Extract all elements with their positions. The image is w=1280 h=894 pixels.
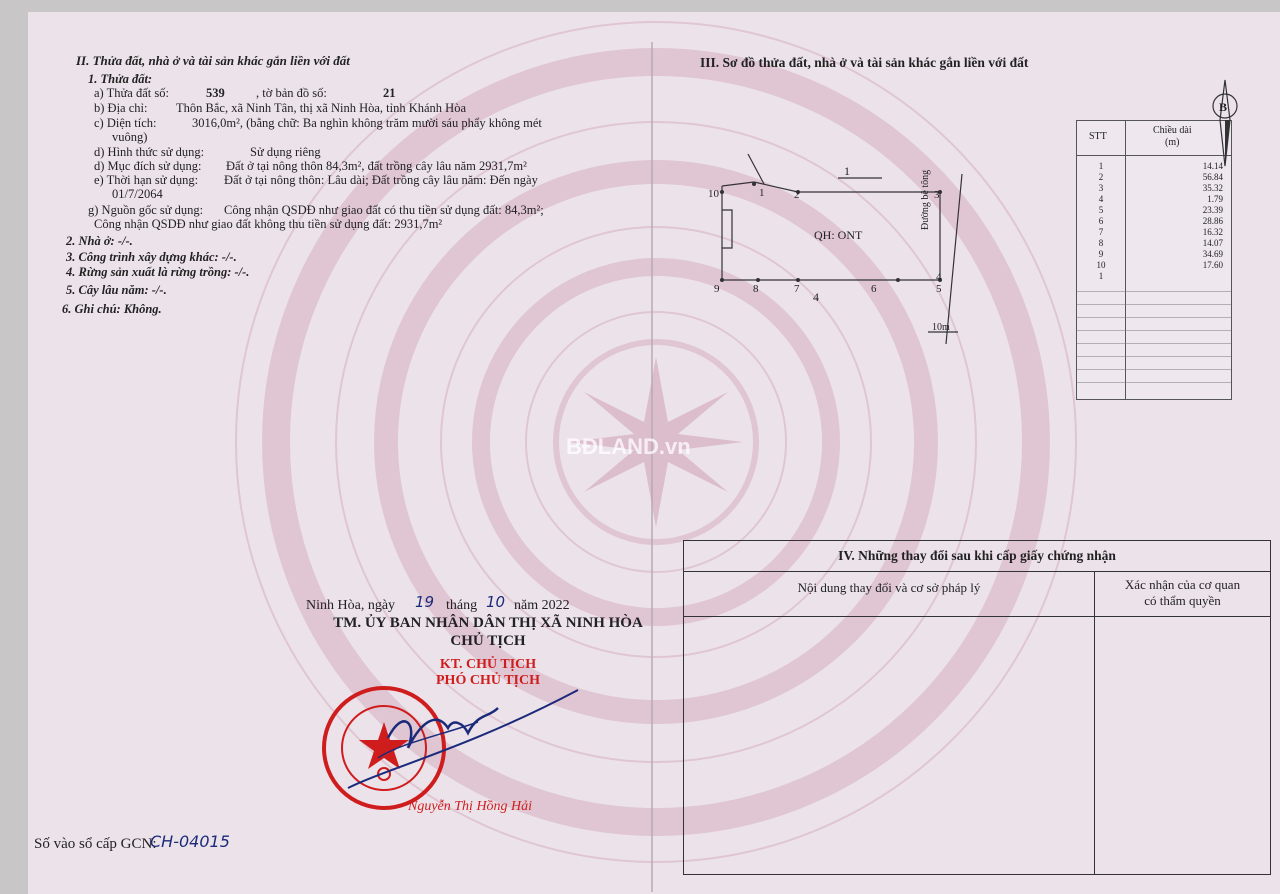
row-length: 1.79 — [1207, 194, 1223, 204]
year-label: năm 2022 — [514, 598, 570, 613]
changes-table — [683, 540, 1271, 875]
table-rule — [1077, 304, 1231, 305]
vertex-label: 1 — [759, 187, 765, 199]
row-index: 8 — [1098, 238, 1104, 248]
changes-title: IV. Những thay đổi sau khi cấp giấy chứng nhận — [684, 541, 1270, 572]
term-value: Đất ở tại nông thôn: Lâu dài; Đất trồng cây lâu năm: Đến ngày — [224, 173, 538, 187]
table-rule — [1077, 330, 1231, 331]
table-rule — [1077, 291, 1231, 292]
land-certificate — [28, 12, 1280, 894]
table-rule — [1077, 317, 1231, 318]
note-line: 6. Ghi chú: Không. — [62, 302, 162, 316]
purpose-label: d) Mục đích sử dụng: — [94, 159, 202, 173]
row-length: 14.14 — [1202, 161, 1223, 171]
row-index: 7 — [1098, 227, 1104, 237]
area-value-cont: vuông) — [112, 130, 148, 144]
row-index: 9 — [1098, 249, 1104, 259]
watermark: BĐLAND.vn — [566, 434, 691, 459]
chairman-title: CHỦ TỊCH — [450, 633, 526, 649]
address-value: Thôn Bắc, xã Ninh Tân, thị xã Ninh Hòa, tỉnh Khánh Hòa — [176, 101, 466, 115]
vertex-label: 5 — [936, 283, 942, 295]
area-value: 3016,0m², (bằng chữ: Ba nghìn không trăm mười sáu phẩy không mét — [192, 116, 542, 130]
length-header: Chiều dài — [1153, 125, 1192, 136]
table-rule — [1077, 369, 1231, 370]
row-length: 56.84 — [1202, 172, 1223, 182]
form-value: Sử dụng riêng — [250, 145, 321, 159]
vertex-label: 9 — [714, 283, 720, 295]
north-label: B — [1219, 100, 1228, 114]
day-handwritten: 19 — [415, 593, 435, 611]
authority-name: TM. ỦY BAN NHÂN DÂN THỊ XÃ NINH HÒA — [333, 615, 643, 631]
registration-number: CH-04015 — [150, 832, 230, 851]
changes-confirm-header-line1: Xác nhận của cơ quan — [1124, 577, 1241, 592]
row-index: 1 — [1098, 161, 1104, 171]
vertex-label: 4 — [936, 271, 942, 283]
table-rule — [1077, 356, 1231, 357]
row-index: 5 — [1098, 205, 1104, 215]
house-line: 2. Nhà ở: -/-. — [66, 234, 133, 248]
row-index: 3 — [1098, 183, 1104, 193]
forest-line: 4. Rừng sản xuất là rừng trồng: -/-. — [66, 265, 250, 279]
table-rule — [1077, 382, 1231, 383]
row-length: 14.07 — [1202, 238, 1223, 248]
row-length: 17.60 — [1202, 260, 1223, 270]
parcel-label: a) Thửa đất số: — [94, 86, 169, 100]
table-row — [1077, 271, 1231, 283]
row-index: 4 — [1098, 194, 1104, 204]
signature — [328, 678, 588, 798]
kt-chairman: KT. CHỦ TỊCH — [439, 657, 537, 672]
road-label: Đường bê tông — [920, 169, 931, 230]
origin-value: Công nhận QSDĐ như giao đất có thu tiền sử dụng đất: 84,3m²; — [224, 203, 544, 217]
stt-header: STT — [1089, 131, 1107, 142]
row-index: 10 — [1096, 260, 1106, 270]
vertex-label: 2 — [794, 189, 800, 201]
row-length: 28.86 — [1202, 216, 1223, 226]
vertex-label: 6 — [871, 283, 877, 295]
map-sheet-label: , tờ bản đồ số: — [256, 86, 327, 100]
neighbor-bottom-label: 4 — [813, 290, 819, 304]
section-title-iii: III. Sơ đồ thửa đất, nhà ở và tài sản khác gắn liền với đất — [700, 55, 1029, 70]
registration-label: Số vào sổ cấp GCN: — [34, 836, 157, 852]
row-length: 34.69 — [1202, 249, 1223, 259]
section-title-ii: II. Thửa đất, nhà ở và tài sản khác gắn liền với đất — [76, 53, 350, 68]
vertex-label: 8 — [753, 283, 759, 295]
changes-confirm-header-line2: có thẩm quyền — [1144, 593, 1221, 608]
row-length: 16.32 — [1202, 227, 1223, 237]
address-label: b) Địa chỉ: — [94, 101, 148, 115]
map-sheet-number: 21 — [383, 86, 396, 100]
place-date-prefix: Ninh Hòa, ngày — [306, 598, 396, 613]
row-length: 23.39 — [1202, 205, 1223, 215]
month-label: tháng — [446, 598, 478, 613]
land-heading: 1. Thửa đất: — [88, 72, 153, 86]
vertex-label: 10 — [708, 188, 719, 200]
scale-label: 10m — [932, 322, 950, 333]
north-arrow-icon — [1208, 70, 1242, 170]
parcel-number: 539 — [206, 86, 225, 100]
table-rule — [1077, 343, 1231, 344]
plot-land-use-label: QH: ONT — [814, 228, 863, 242]
term-label: e) Thời hạn sử dụng: — [94, 173, 199, 187]
signer-name: Nguyễn Thị Hồng Hải — [408, 799, 533, 814]
plot-diagram — [678, 148, 998, 348]
changes-confirm-header — [1095, 577, 1270, 609]
row-index: 1 — [1098, 271, 1104, 281]
row-index: 2 — [1098, 172, 1104, 182]
row-index: 6 — [1098, 216, 1104, 226]
area-label: c) Diện tích: — [94, 116, 157, 130]
construction-line: 3. Công trình xây dựng khác: -/-. — [66, 250, 237, 264]
origin-value-cont: Công nhận QSDĐ như giao đất không thu tiền sử dụng đất: 2931,7m² — [94, 217, 443, 231]
vertex-label: 7 — [794, 283, 800, 295]
neighbor-top-label: 1 — [844, 164, 850, 178]
month-handwritten: 10 — [486, 593, 506, 611]
vice-chairman: PHÓ CHỦ TỊCH — [436, 673, 540, 688]
form-label: d) Hình thức sử dụng: — [94, 145, 205, 159]
row-length: 35.32 — [1202, 183, 1223, 193]
changes-content-header: Nội dung thay đổi và cơ sở pháp lý — [797, 580, 981, 595]
vertex-label: 3 — [934, 189, 940, 201]
length-unit: (m) — [1165, 137, 1180, 148]
term-value-cont: 01/7/2064 — [112, 187, 163, 201]
purpose-value: Đất ở tại nông thôn 84,3m², đất trồng cây lâu năm 2931,7m² — [226, 159, 527, 173]
origin-label: g) Nguồn gốc sử dụng: — [88, 203, 204, 217]
perennial-line: 5. Cây lâu năm: -/-. — [66, 283, 167, 297]
